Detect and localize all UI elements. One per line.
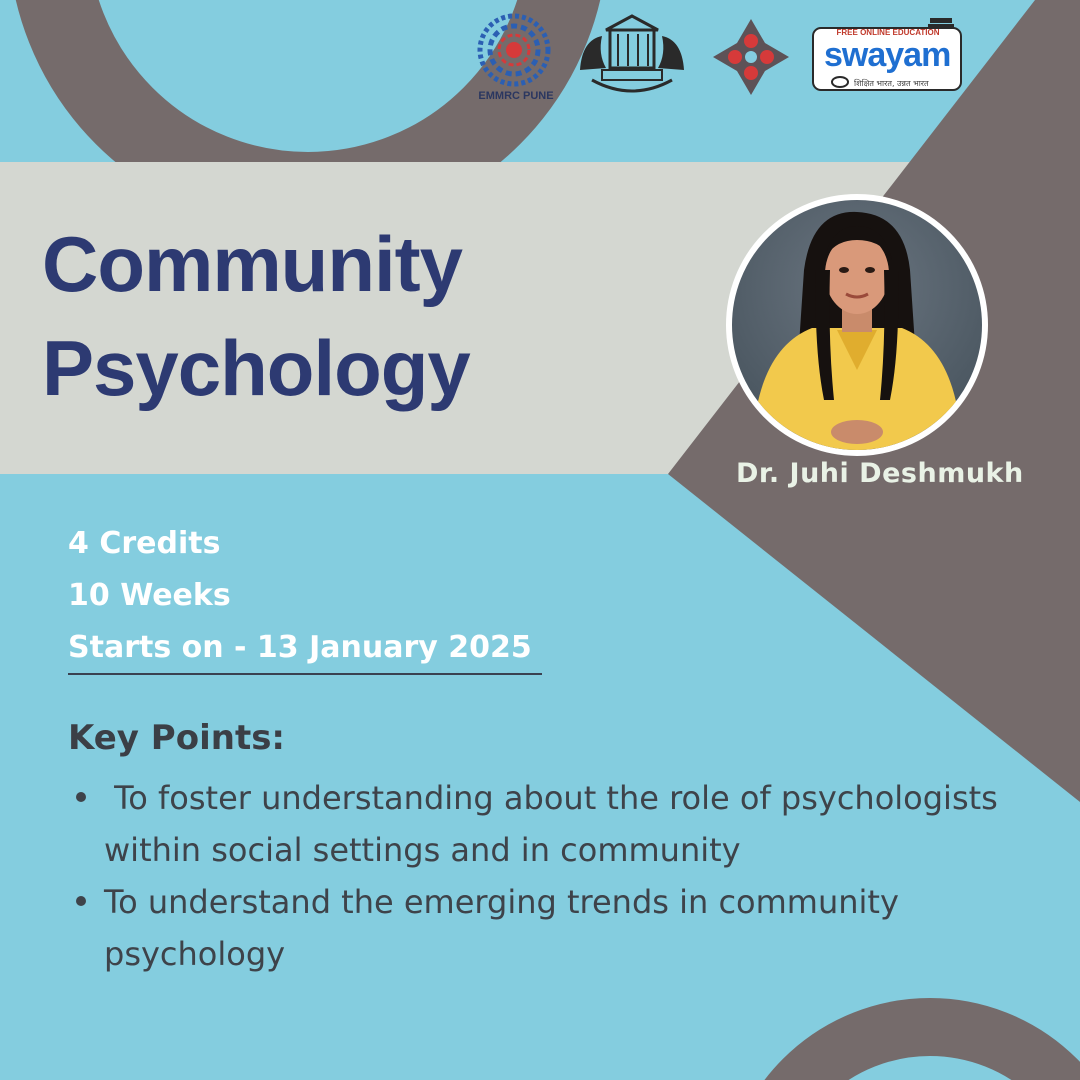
course-title-line-1: Community	[42, 220, 462, 308]
instructor-photo	[726, 194, 988, 456]
key-point-item	[68, 772, 1028, 876]
key-point-item	[68, 876, 1028, 980]
key-points-list	[68, 772, 1028, 980]
key-point-text: To understand the emerging trends in community psychology	[104, 883, 899, 973]
details-divider	[68, 673, 542, 675]
course-title	[42, 212, 470, 420]
swayam-wordmark: swayam	[824, 36, 951, 74]
swayam-subtitle: शिक्षित भारत, उन्नत भारत	[854, 79, 929, 88]
emmrc-logo-icon	[474, 10, 554, 106]
bullet-icon	[76, 792, 86, 802]
duration-text: 10 Weeks	[68, 578, 231, 613]
logo-row	[470, 8, 980, 104]
emblem-logo-icon	[710, 16, 792, 98]
bullet-icon	[76, 896, 86, 906]
bottom-arc-decoration	[722, 998, 1080, 1080]
key-point-text: To foster understanding about the role of psychologists within social settings and in community	[104, 779, 1008, 869]
university-crest-icon	[572, 10, 692, 102]
swayam-logo-icon	[810, 16, 970, 96]
credits-text: 4 Credits	[68, 526, 221, 561]
instructor-name: Dr. Juhi Deshmukh	[736, 458, 1024, 489]
key-points-heading: Key Points:	[68, 718, 286, 758]
start-date-text: Starts on - 13 January 2025	[68, 630, 532, 665]
course-details	[68, 518, 532, 674]
swayam-tagline: FREE ONLINE EDUCATION	[836, 28, 940, 37]
course-title-line-2: Psychology	[42, 324, 470, 412]
emmrc-caption: EMMRC PUNE	[478, 90, 554, 102]
